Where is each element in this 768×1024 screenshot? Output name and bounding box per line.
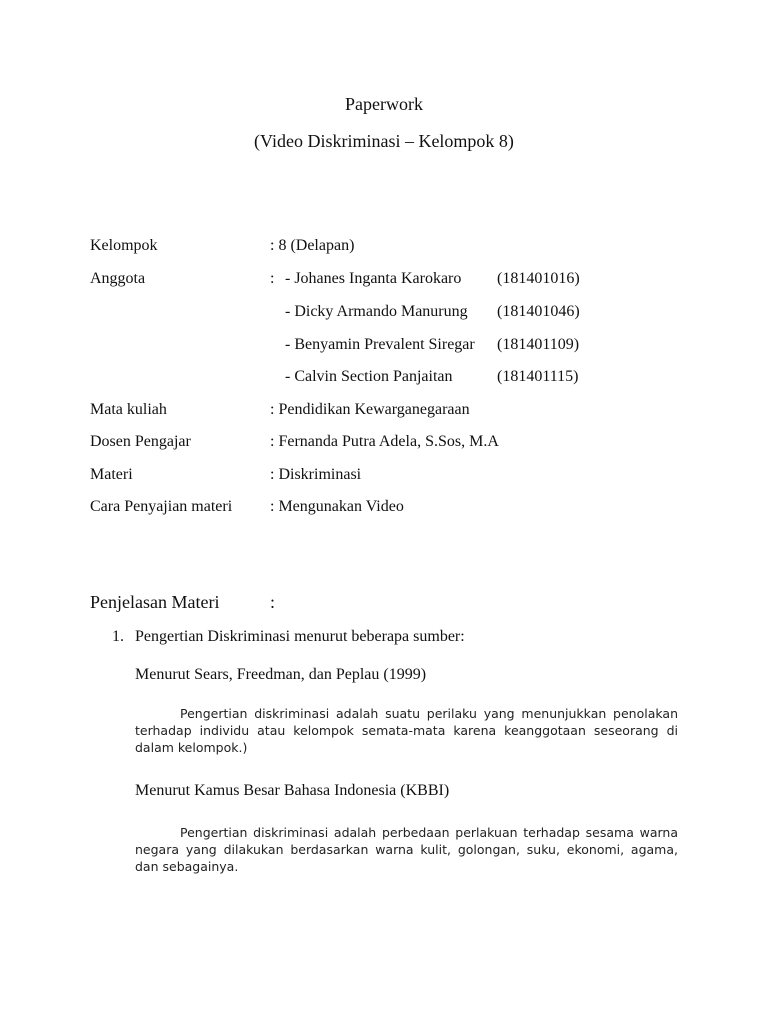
anggota-colon: : xyxy=(270,270,275,287)
source-paragraph: Pengertian diskriminasi adalah perbedaan perlakuan terhadap sesama warna negara yang dilakukan berdasarkan warna kulit, golongan, suku, ekonomi, agama, dan sebagainya. xyxy=(135,825,678,874)
member-name: - Benyamin Prevalent Siregar xyxy=(285,336,475,353)
list-number: 1. xyxy=(112,628,124,645)
anggota-label: Anggota xyxy=(90,270,146,287)
document-title: Paperwork xyxy=(345,94,423,114)
mata-kuliah-label: Mata kuliah xyxy=(90,401,167,418)
member-nim: (181401016) xyxy=(497,270,580,287)
penjelasan-colon: : xyxy=(270,592,276,612)
dosen-label: Dosen Pengajar xyxy=(90,433,191,450)
member-name: - Johanes Inganta Karokaro xyxy=(285,270,462,287)
mata-kuliah-value: : Pendidikan Kewarganegaraan xyxy=(270,401,470,418)
member-name: - Calvin Section Panjaitan xyxy=(285,368,453,385)
cara-penyajian-value: : Mengunakan Video xyxy=(270,498,404,515)
kelompok-value: : 8 (Delapan) xyxy=(270,237,355,254)
materi-label: Materi xyxy=(90,466,133,483)
document-subtitle: (Video Diskriminasi – Kelompok 8) xyxy=(254,131,514,151)
member-nim: (181401115) xyxy=(497,368,579,385)
member-name: - Dicky Armando Manurung xyxy=(285,303,468,320)
penjelasan-heading: Penjelasan Materi xyxy=(90,592,220,612)
cara-penyajian-label: Cara Penyajian materi xyxy=(90,498,233,515)
source-heading: Menurut Sears, Freedman, dan Peplau (1999) xyxy=(135,666,427,683)
dosen-value: : Fernanda Putra Adela, S.Sos, M.A xyxy=(270,433,499,450)
list-item-title: Pengertian Diskriminasi menurut beberapa sumber: xyxy=(135,628,465,645)
kelompok-label: Kelompok xyxy=(90,237,158,254)
materi-value: : Diskriminasi xyxy=(270,466,362,483)
member-nim: (181401109) xyxy=(497,336,580,353)
source-heading: Menurut Kamus Besar Bahasa Indonesia (KBBI) xyxy=(135,782,450,799)
source-paragraph: Pengertian diskriminasi adalah suatu perilaku yang menunjukkan penolakan terhadap individu atau kelompok semata-mata karena keanggotaan seseorang di dalam kelompok.) xyxy=(135,706,678,755)
member-nim: (181401046) xyxy=(497,303,580,320)
